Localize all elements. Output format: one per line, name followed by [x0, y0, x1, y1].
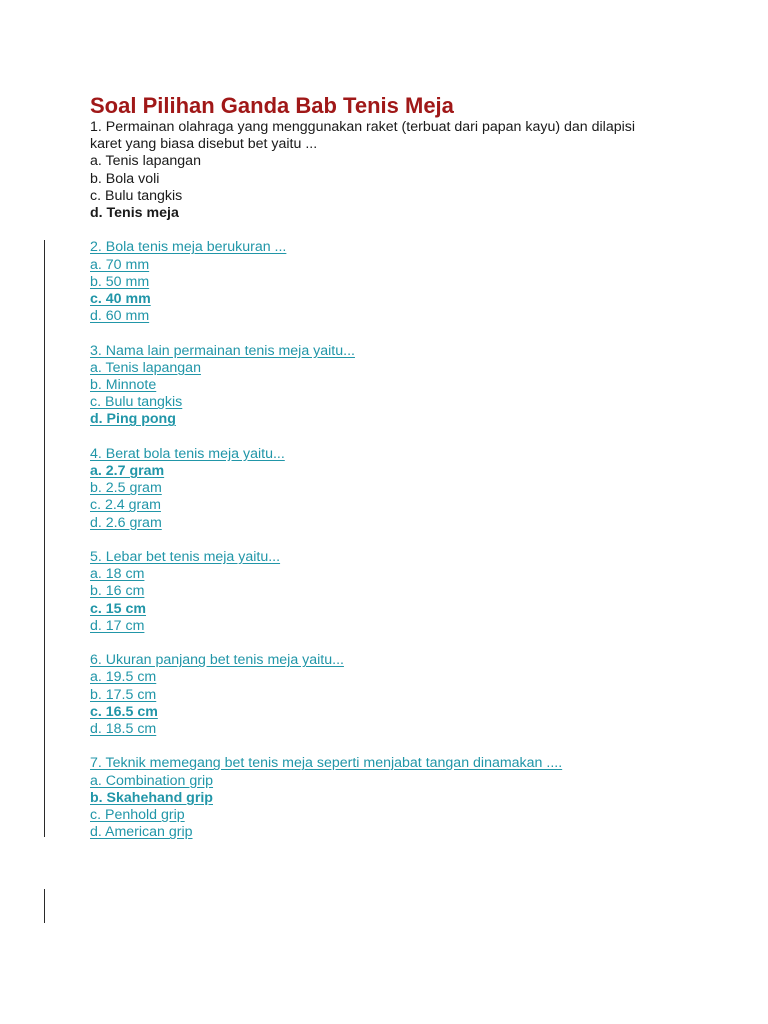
- answer-option-correct-link[interactable]: [90, 790, 690, 807]
- answer-option-correct: c. 40 mm: [90, 291, 151, 308]
- question-link[interactable]: [90, 549, 690, 566]
- document-content: [90, 93, 690, 841]
- answer-option-correct-link[interactable]: [90, 411, 690, 428]
- question-block-5: [90, 549, 690, 635]
- answer-option-link[interactable]: [90, 566, 690, 583]
- answer-option: a. Tenis lapangan: [90, 153, 201, 170]
- question-text: 3. Nama lain permainan tenis meja yaitu...: [90, 342, 355, 359]
- answer-option-link[interactable]: [90, 687, 690, 704]
- answer-option-link[interactable]: [90, 308, 690, 325]
- document-title: Soal Pilihan Ganda Bab Tenis Meja: [90, 93, 454, 118]
- answer-option-correct-link[interactable]: [90, 463, 690, 480]
- answer-option-link[interactable]: [90, 274, 690, 291]
- answer-option: a. Combination grip: [90, 772, 214, 789]
- answer-option: c. 2.4 gram: [90, 497, 161, 514]
- answer-option-correct: d. Ping pong: [90, 411, 176, 428]
- question-link[interactable]: [90, 755, 690, 772]
- question-link[interactable]: [90, 446, 690, 463]
- answer-option-link[interactable]: [90, 807, 690, 824]
- answer-option-correct: b. Skahehand grip: [90, 789, 213, 806]
- answer-option: b. 2.5 gram: [90, 480, 162, 497]
- question-text: 2. Bola tenis meja berukuran ...: [90, 239, 287, 256]
- question-text-continued: karet yang biasa disebut bet yaitu ...: [90, 136, 318, 153]
- answer-option: d. 18.5 cm: [90, 721, 157, 738]
- answer-option-link[interactable]: [90, 360, 690, 377]
- question-text: 6. Ukuran panjang bet tenis meja yaitu...: [90, 652, 344, 669]
- answer-option-correct: c. 15 cm: [90, 600, 147, 617]
- answer-option-correct: d. Tenis meja: [90, 205, 179, 222]
- answer-option: d. 60 mm: [90, 308, 150, 325]
- answer-option: b. Bola voli: [90, 170, 160, 187]
- question-block-1: [90, 119, 690, 222]
- question-link[interactable]: [90, 239, 690, 256]
- answer-option-link[interactable]: [90, 515, 690, 532]
- answer-option-link[interactable]: [90, 480, 690, 497]
- margin-rule-upper: [44, 240, 45, 837]
- answer-option: c. Penhold grip: [90, 807, 185, 824]
- question-block-6: [90, 652, 690, 738]
- answer-option: b. 16 cm: [90, 583, 145, 600]
- answer-option-link[interactable]: [90, 583, 690, 600]
- answer-option: a. Tenis lapangan: [90, 359, 201, 376]
- question-block-2: [90, 239, 690, 325]
- answer-option: c. Bulu tangkis: [90, 187, 183, 204]
- question-block-4: [90, 446, 690, 532]
- question-link[interactable]: [90, 343, 690, 360]
- answer-option-link[interactable]: [90, 377, 690, 394]
- answer-option-link[interactable]: [90, 618, 690, 635]
- answer-option: d. 17 cm: [90, 617, 145, 634]
- question-block-3: [90, 343, 690, 429]
- answer-option: b. 17.5 cm: [90, 686, 157, 703]
- answer-option-correct-link[interactable]: [90, 601, 690, 618]
- question-link[interactable]: [90, 652, 690, 669]
- answer-option: b. 50 mm: [90, 273, 150, 290]
- answer-option-link[interactable]: [90, 394, 690, 411]
- answer-option-correct-link[interactable]: [90, 291, 690, 308]
- answer-option-link[interactable]: [90, 824, 690, 841]
- answer-option-correct-link[interactable]: [90, 704, 690, 721]
- question-text: 7. Teknik memegang bet tenis meja seperti menjabat tangan dinamakan ....: [90, 755, 563, 772]
- answer-option-link[interactable]: [90, 257, 690, 274]
- question-block-7: [90, 755, 690, 841]
- answer-option-link[interactable]: [90, 773, 690, 790]
- question-text: 1. Permainan olahraga yang menggunakan raket (terbuat dari papan kayu) dan dilapisi: [90, 119, 635, 135]
- answer-option: a. 19.5 cm: [90, 669, 157, 686]
- answer-option: a. 70 mm: [90, 256, 150, 273]
- answer-option-link[interactable]: [90, 497, 690, 514]
- answer-option-correct: a. 2.7 gram: [90, 463, 165, 480]
- answer-option: c. Bulu tangkis: [90, 394, 183, 411]
- answer-option: d. American grip: [90, 824, 193, 841]
- answer-option-link[interactable]: [90, 669, 690, 686]
- margin-rule-lower: [44, 889, 45, 923]
- answer-option: a. 18 cm: [90, 566, 145, 583]
- question-text: 5. Lebar bet tenis meja yaitu...: [90, 549, 281, 566]
- answer-option: d. 2.6 gram: [90, 514, 162, 531]
- answer-option-correct: c. 16.5 cm: [90, 703, 158, 720]
- answer-option: b. Minnote: [90, 377, 157, 394]
- question-text: 4. Berat bola tenis meja yaitu...: [90, 445, 285, 462]
- answer-option-link[interactable]: [90, 721, 690, 738]
